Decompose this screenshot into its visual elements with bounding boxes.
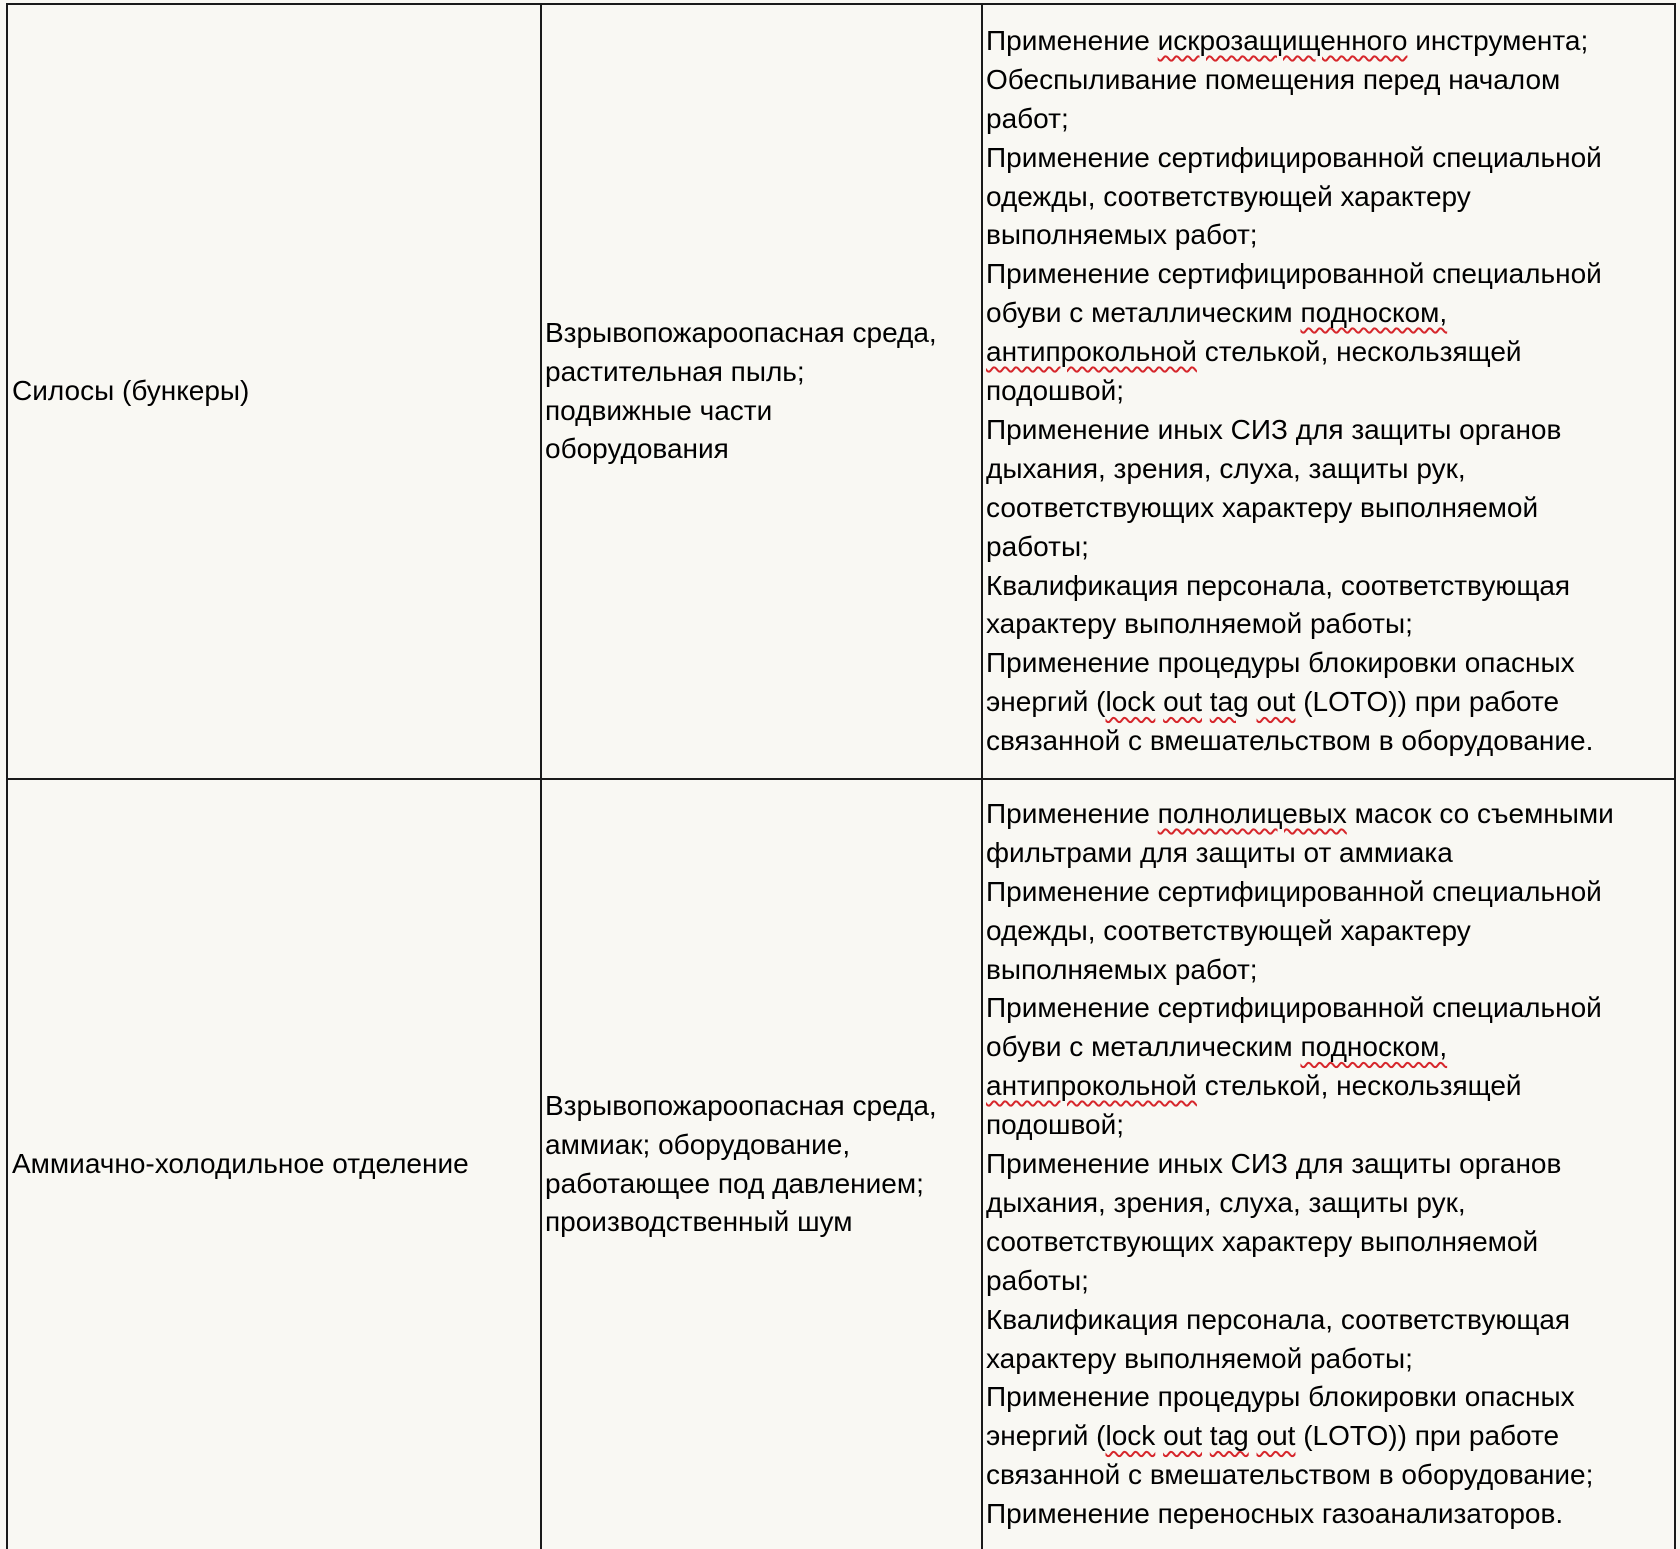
spellcheck-word[interactable]: out bbox=[1256, 686, 1296, 718]
measure-line: Квалификация персонала, соответствующая bbox=[986, 569, 1571, 601]
measure-line: Применение переносных газоанализаторов. bbox=[986, 1498, 1564, 1530]
spellcheck-word[interactable]: антипрокольной bbox=[986, 1070, 1197, 1102]
measure-line: Применение процедуры блокировки опасных bbox=[986, 647, 1575, 679]
hazard-line: растительная пыль; bbox=[545, 355, 805, 387]
hazard-line: Взрывопожароопасная среда, bbox=[545, 316, 937, 348]
measure-line: энергий (lock out tag out (LOTO)) при работе bbox=[986, 686, 1560, 718]
measure-line: антипрокольной стелькой, нескользящей bbox=[986, 1070, 1522, 1102]
measure-line: выполняемых работ; bbox=[986, 953, 1258, 985]
spellcheck-word[interactable]: out bbox=[1256, 1420, 1296, 1452]
measure-line: характеру выполняемой работы; bbox=[986, 1342, 1413, 1374]
measures-cell[interactable] bbox=[982, 4, 1675, 779]
table-row bbox=[7, 779, 1675, 1549]
hazard-table bbox=[6, 3, 1676, 1549]
measure-line: связанной с вмешательством в оборудование. bbox=[986, 725, 1594, 757]
hazard-line: производственный шум bbox=[545, 1206, 853, 1238]
hazards-cell[interactable] bbox=[541, 4, 982, 779]
measure-line: подошвой; bbox=[986, 1109, 1125, 1141]
measure-line: дыхания, зрения, слуха, защиты рук, bbox=[986, 452, 1466, 484]
spellcheck-word[interactable]: tag bbox=[1209, 1420, 1249, 1452]
measure-line: Применение иных СИЗ для защиты органов bbox=[986, 413, 1562, 445]
measure-line: соответствующих характеру выполняемой bbox=[986, 1225, 1539, 1257]
measure-line: одежды, соответствующей характеру bbox=[986, 914, 1471, 946]
measure-line: Обеспыливание помещения перед началом bbox=[986, 63, 1561, 95]
measure-line: Применение процедуры блокировки опасных bbox=[986, 1381, 1575, 1413]
measure-line: выполняемых работ; bbox=[986, 219, 1258, 251]
measure-line: Применение сертифицированной специальной bbox=[986, 258, 1602, 290]
spellcheck-word[interactable]: подноском, bbox=[1300, 1031, 1448, 1063]
measure-line: Применение полнолицевых масок со съемными bbox=[986, 797, 1614, 829]
spellcheck-word[interactable]: подноском, bbox=[1300, 297, 1448, 329]
measure-line: энергий (lock out tag out (LOTO)) при работе bbox=[986, 1420, 1560, 1452]
hazard-line: подвижные части bbox=[545, 394, 773, 426]
measure-line: дыхания, зрения, слуха, защиты рук, bbox=[986, 1186, 1466, 1218]
hazard-line: аммиак; оборудование, bbox=[545, 1128, 851, 1160]
measure-line: работы; bbox=[986, 530, 1089, 562]
spellcheck-word[interactable]: полнолицевых bbox=[1157, 797, 1347, 829]
measure-line: Применение сертифицированной специальной bbox=[986, 992, 1602, 1024]
measure-line: Применение иных СИЗ для защиты органов bbox=[986, 1148, 1562, 1180]
spellcheck-word[interactable]: антипрокольной bbox=[986, 336, 1197, 368]
hazard-line: оборудования bbox=[545, 433, 729, 465]
measure-line: Применение сертифицированной специальной bbox=[986, 875, 1602, 907]
measure-line: характеру выполняемой работы; bbox=[986, 608, 1413, 640]
spellcheck-word[interactable]: искрозащищенного bbox=[1157, 24, 1408, 56]
spellcheck-word[interactable]: tag bbox=[1209, 686, 1249, 718]
spellcheck-word[interactable]: out bbox=[1163, 1420, 1203, 1452]
measure-line: связанной с вмешательством в оборудование; bbox=[986, 1459, 1594, 1491]
measure-line: Применение искрозащищенного инструмента; bbox=[986, 24, 1589, 56]
measure-line: работ; bbox=[986, 102, 1069, 134]
spellcheck-word[interactable]: lock bbox=[1105, 1420, 1156, 1452]
measures-cell[interactable] bbox=[982, 779, 1675, 1549]
area-name: Силосы (бункеры) bbox=[12, 375, 250, 407]
area-cell[interactable] bbox=[7, 779, 541, 1549]
measure-line: Применение сертифицированной специальной bbox=[986, 141, 1602, 173]
measure-line: подошвой; bbox=[986, 375, 1125, 407]
measure-line: соответствующих характеру выполняемой bbox=[986, 491, 1539, 523]
measure-line: антипрокольной стелькой, нескользящей bbox=[986, 336, 1522, 368]
area-name: Аммиачно-холодильное отделение bbox=[12, 1148, 469, 1180]
table-row bbox=[7, 4, 1675, 779]
measure-line: одежды, соответствующей характеру bbox=[986, 180, 1471, 212]
spellcheck-word[interactable]: lock bbox=[1105, 686, 1156, 718]
hazards-cell[interactable] bbox=[541, 779, 982, 1549]
measure-line: Квалификация персонала, соответствующая bbox=[986, 1303, 1571, 1335]
measure-line: обуви с металлическим подноском, bbox=[986, 297, 1448, 329]
measure-line: обуви с металлическим подноском, bbox=[986, 1031, 1448, 1063]
area-cell[interactable] bbox=[7, 4, 541, 779]
spellcheck-word[interactable]: out bbox=[1163, 686, 1203, 718]
hazard-line: работающее под давлением; bbox=[545, 1167, 924, 1199]
hazard-line: Взрывопожароопасная среда, bbox=[545, 1089, 937, 1121]
measure-line: работы; bbox=[986, 1264, 1089, 1296]
measure-line: фильтрами для защиты от аммиака bbox=[986, 836, 1453, 868]
